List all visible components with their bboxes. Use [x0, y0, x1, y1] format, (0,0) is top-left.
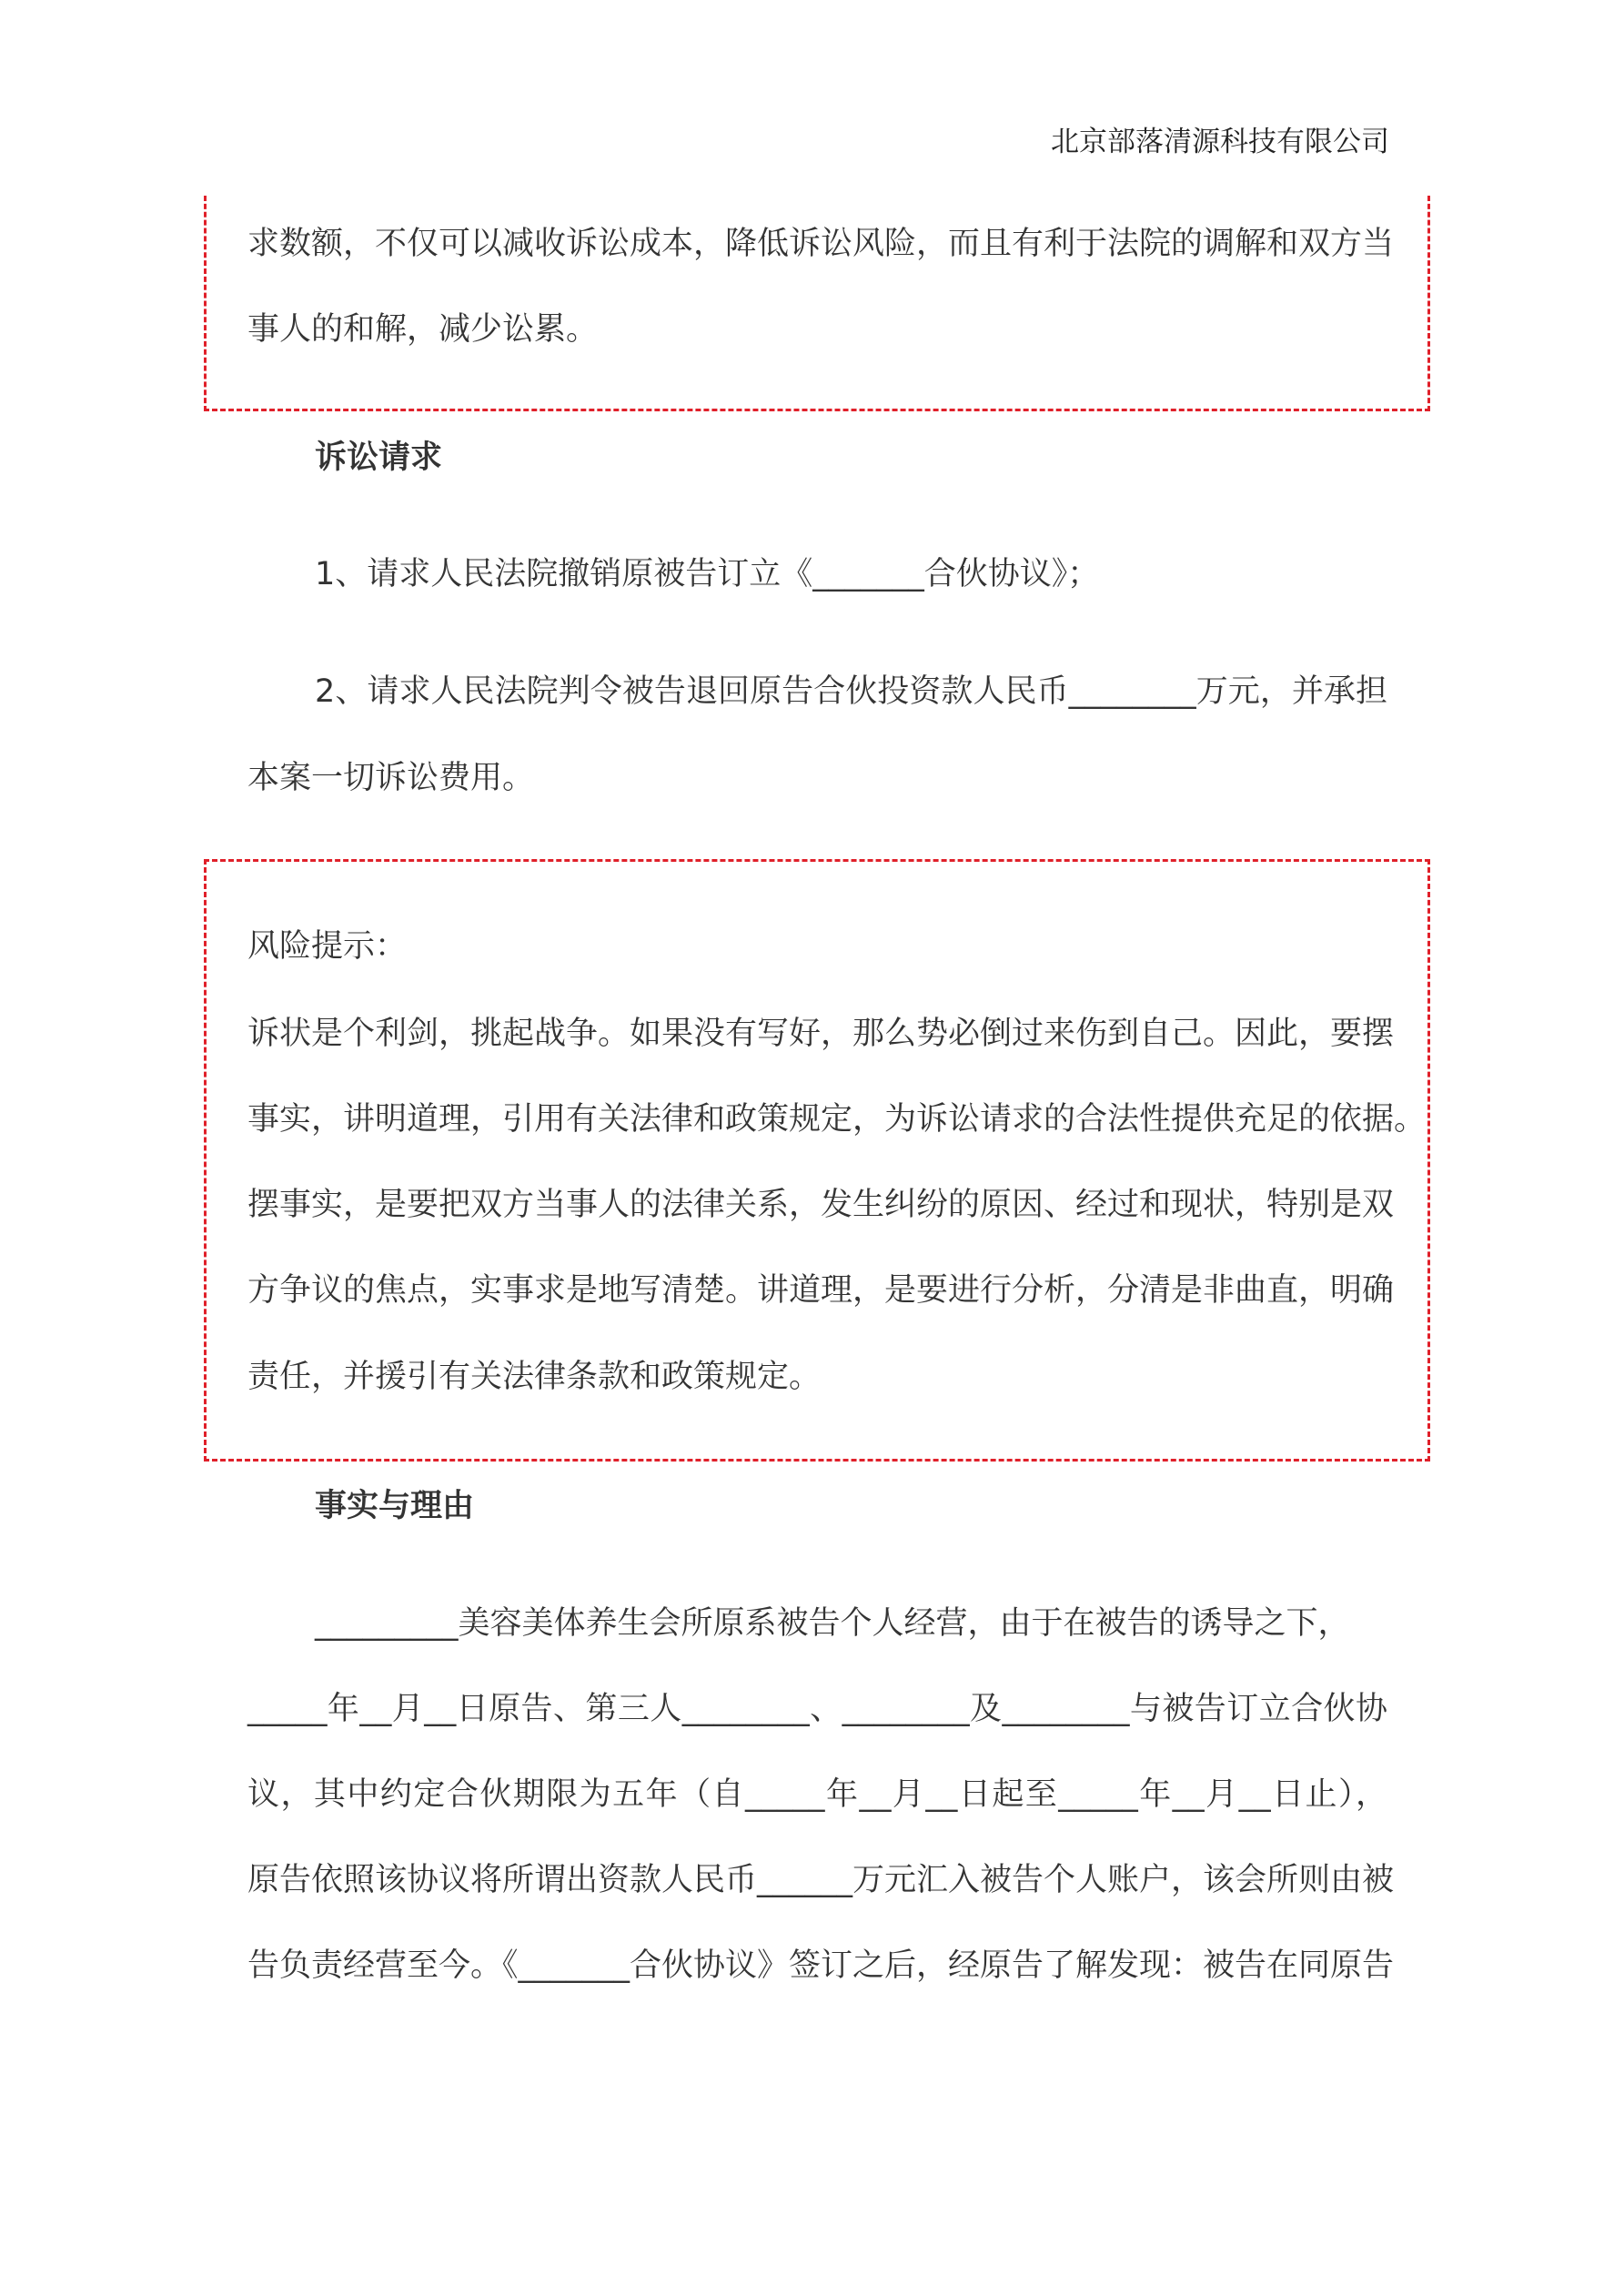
risk-line: 事实，讲明道理，引用有关法律和政策规定，为诉讼请求的合法性提供充足的依据。	[247, 1101, 1427, 1138]
risk-title: 风险提示：	[247, 928, 408, 965]
facts-line: 原告依照该协议将所谓出资款人民币______万元汇入被告个人账户，该会所则由被	[247, 1862, 1395, 1898]
page-header-company: 北京部落清源科技有限公司	[1051, 126, 1389, 158]
facts-line: 议，其中约定合伙期限为五年（自_____年__月__日起至_____年__月__日止），	[247, 1776, 1387, 1813]
facts-line: _________美容美体养生会所原系被告个人经营，由于在被告的诱导之下，	[315, 1605, 1350, 1642]
risk-line: 诉状是个利剑，挑起战争。如果没有写好，那么势必倒过来伤到自己。因此，要摆	[247, 1016, 1395, 1052]
section-heading-claims: 诉讼请求	[315, 440, 443, 476]
facts-line: _____年__月__日原告、第三人________、________及________与被告订立合伙协	[247, 1691, 1387, 1727]
claim-item-2-cont: 本案一切诉讼费用。	[247, 760, 535, 796]
risk-line: 责任，并援引有关法律条款和政策规定。	[247, 1359, 822, 1395]
risk-line: 方争议的焦点，实事求是地写清楚。讲道理，是要进行分析，分清是非曲直，明确	[247, 1272, 1395, 1309]
note-line: 事人的和解，减少讼累。	[247, 311, 599, 348]
claim-item-1: 1、请求人民法院撤销原被告订立《_______合伙协议》；	[315, 556, 1100, 592]
facts-line: 告负责经营至今。《_______合伙协议》签订之后，经原告了解发现：被告在同原告	[247, 1947, 1395, 1984]
claim-item-2: 2、请求人民法院判令被告退回原告合伙投资款人民币________万元，并承担	[315, 673, 1387, 710]
note-line: 求数额，不仅可以减收诉讼成本，降低诉讼风险，而且有利于法院的调解和双方当	[247, 226, 1395, 262]
section-heading-facts: 事实与理由	[315, 1488, 475, 1524]
risk-line: 摆事实，是要把双方当事人的法律关系，发生纠纷的原因、经过和现状，特别是双	[247, 1187, 1395, 1223]
